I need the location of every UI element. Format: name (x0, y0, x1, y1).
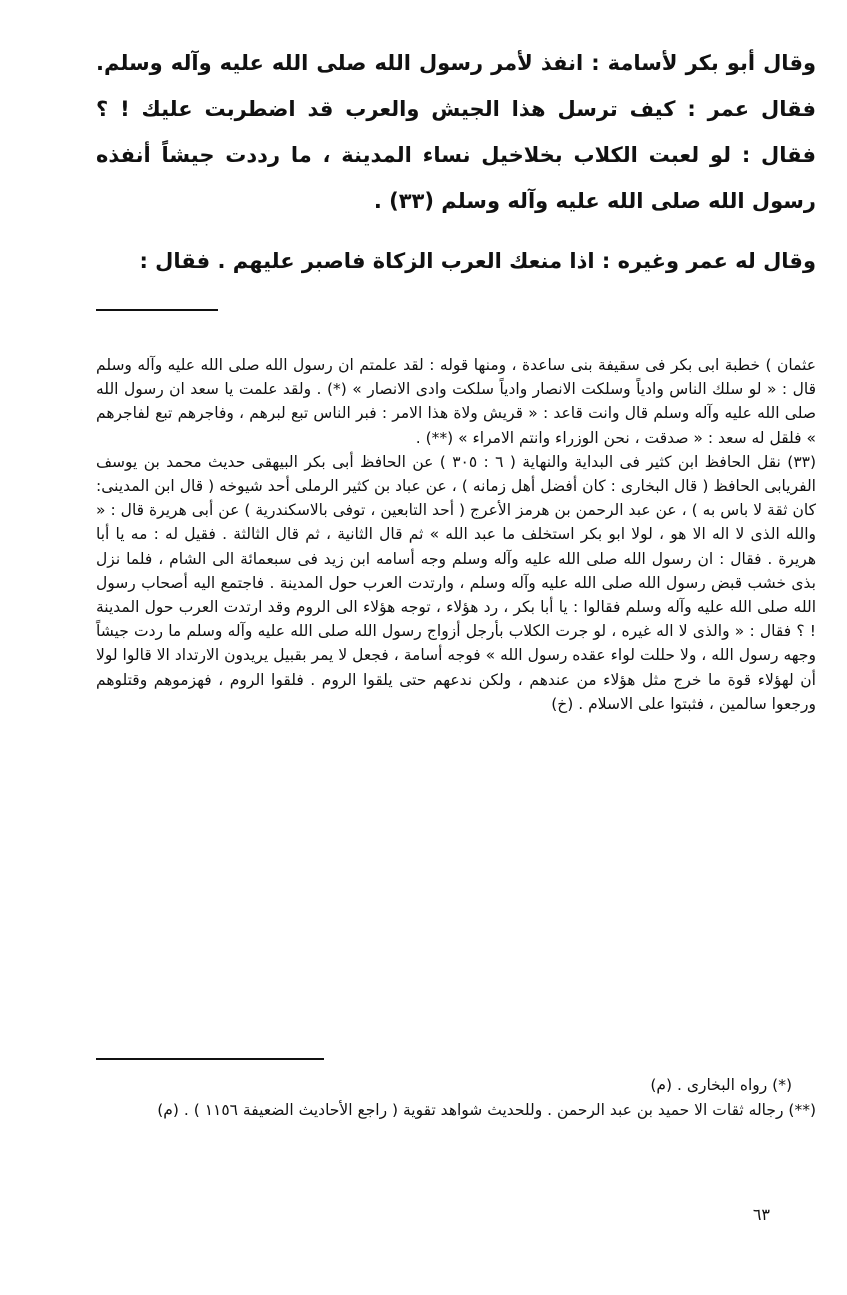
page-number: ٦٣ (752, 1205, 770, 1224)
footnote-item: (**) رجاله ثقات الا حميد بن عبد الرحمن . وللحديث شواهد تقوية ( راجع الأحاديث الضعيفة ١١٥٦ ) . (م) (157, 1101, 816, 1119)
footnote-item: (*) رواه البخارى . (م) (650, 1076, 792, 1094)
separator-rule (96, 309, 218, 311)
note-paragraph: (٣٣) نقل الحافظ ابن كثير فى البداية والنهاية ( ٦ : ٣٠٥ ) عن الحافظ أبى بكر البيهقى حديث محمد بن يوسف الفريابى الحافظ ( قال البخارى : كان أفضل أهل زمانه ) ، عن عباد بن كثير الرملى أحد شيوخه ( قال ابن المدينى: كان ثقة لا باس به ) ، عن عبد الرحمن بن هرمز الأعرج ( أحد التابعين ، توفى بالاسكندرية ) عن أبى هريرة قال : « والله الذى لا اله الا هو ، لولا ابو بكر استخلف ما عبد الله » ثم قال الثانية ، ثم قال الثالثة . فقيل له : مه يا أبا هريرة . فقال : ان رسول الله صلى الله عليه وآله وسلم وجه أسامه ابن زيد فى سبعمائة الى الشام ، فلما نزل بذى خشب قبض رسول الله صلى الله عليه وآله وسلم ، وارتدت العرب حول المدينة . فاجتمع اليه أصحاب رسول الله صلى الله عليه وآله وسلم فقالوا : يا أبا بكر ، رد هؤلاء ، توجه هؤلاء الى الروم وقد ارتدت العرب حول المدينة ! ؟ فقال : « والذى لا اله غيره ، لو جرت الكلاب بأرجل أزواج رسول الله صلى الله عليه وآله وسلم ما ردت جيشاً وجهه رسول الله ، ولا حللت لواء عقده رسول الله » فوجه أسامة ، فجعل لا يمر بقبيل يريدون الارتداد الا قالوا لولا أن لهؤلاء قوة ما خرج مثل هؤلاء من عندهم ، ولكن ندعهم حتى يلقوا الروم . فلقوا الروم ، فهزموهم وقتلوهم ورجعوا سالمين ، فثبتوا على الاسلام . (خ) (96, 452, 817, 713)
main-paragraph: وقال له عمر وغيره : اذا منعك العرب الزكاة فاصبر عليهم . فقال : (139, 249, 816, 273)
main-paragraph: وقال أبو بكر لأسامة : انفذ لأمر رسول الله صلى الله عليه وآله وسلم. فقال عمر : كيف ترسل هذا الجيش والعرب قد اضطربت عليك ! ؟ فقال : لو لعبت الكلاب بخلاخيل نساء المدينة ، ما رددت جيشاً أنفذه رسول الله صلى الله عليه وآله وسلم (٣٣) . (96, 51, 816, 213)
note-paragraph: عثمان ) خطبة ابى بكر فى سقيفة بنى ساعدة ، ومنها قوله : لقد علمتم ان رسول الله صلى الله عليه وآله وسلم قال : « لو سلك الناس وادياً وسلكت الانصار وادياً سلكت وادى الانصار » (*) . ولقد علمت يا سعد ان رسول الله صلى الله عليه وآله وسلم قال وانت قاعد : « قريش ولاة هذا الامر : فبر الناس تبع لبرهم ، وفاجرهم تبع لفاجرهم » فلقل له سعد : « صدقت ، نحن الوزراء وانتم الامراء » (**) . (96, 356, 816, 447)
notes-block (96, 353, 816, 716)
main-text-block (96, 40, 816, 284)
footnotes-block (96, 1073, 816, 1123)
footnote-separator-rule (96, 1058, 324, 1060)
